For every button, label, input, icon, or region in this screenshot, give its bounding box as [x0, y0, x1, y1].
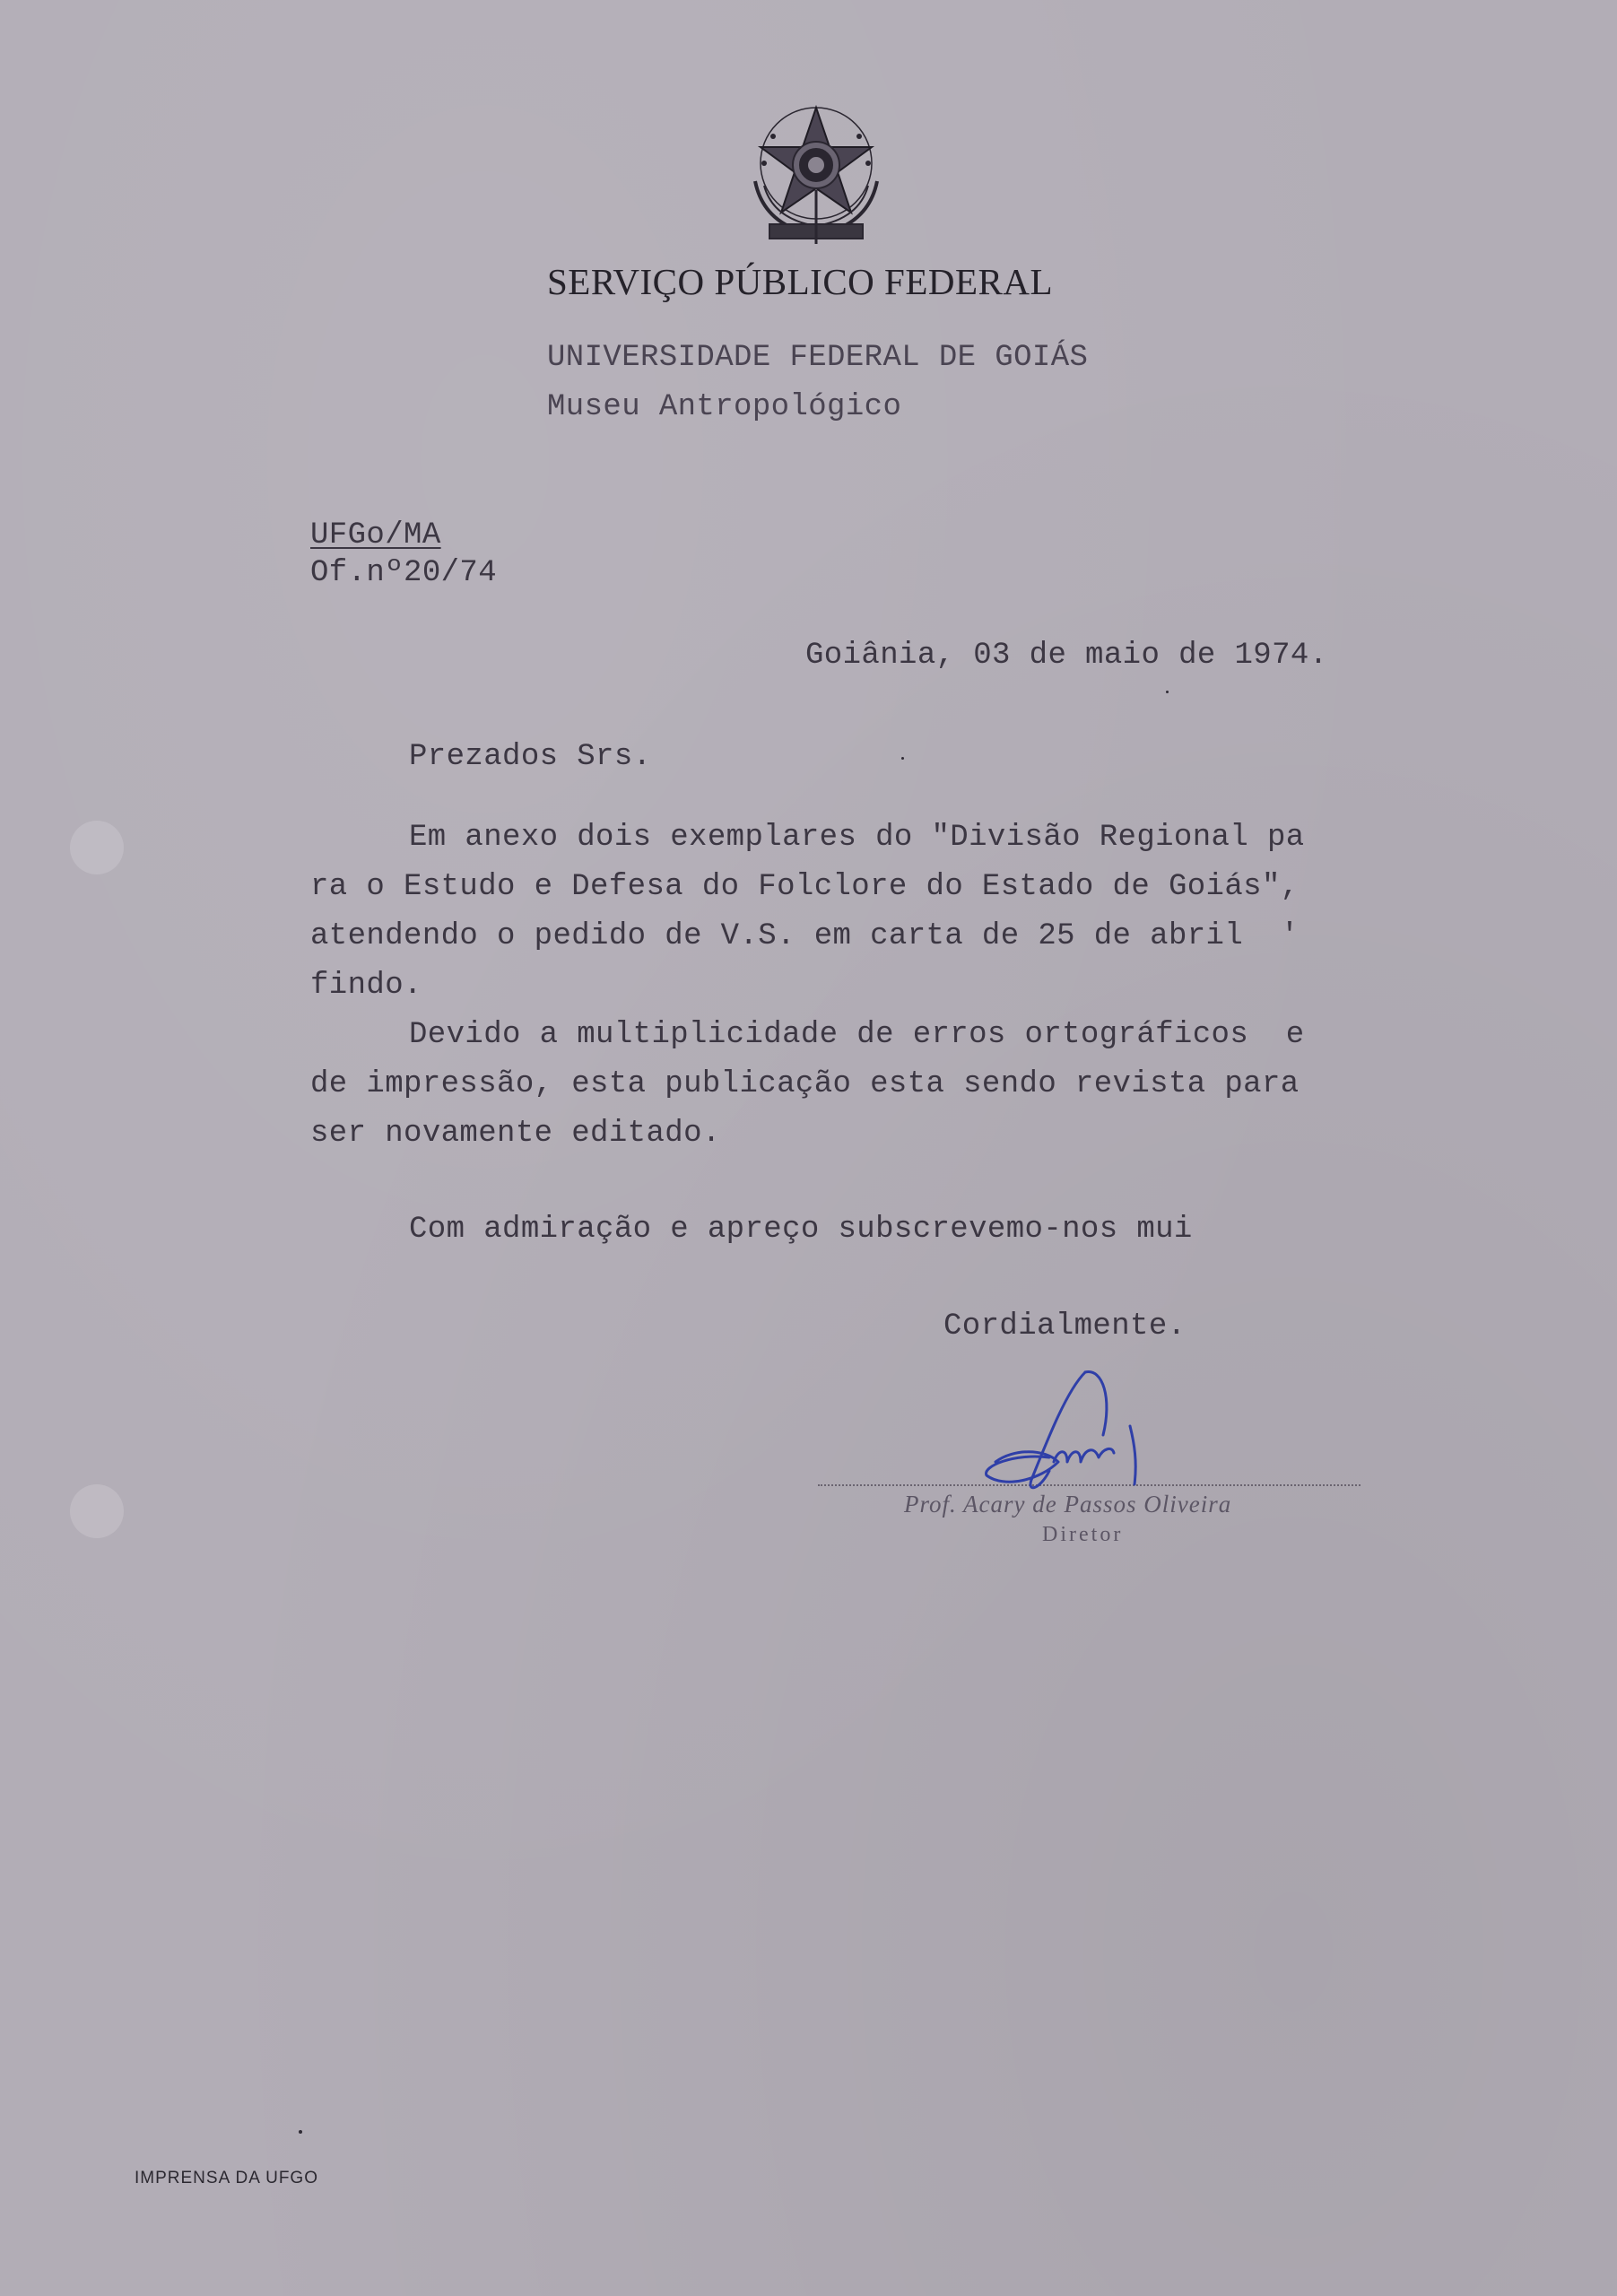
punch-hole-mark [70, 821, 124, 874]
printer-imprint: IMPRENSA DA UFGO [135, 2169, 318, 2187]
signatory-name: Prof. Acary de Passos Oliveira [904, 1491, 1232, 1518]
punch-hole-mark [70, 1484, 124, 1538]
body-line: findo. [310, 969, 422, 1003]
reference-code: UFGo/MA [310, 518, 441, 552]
university-name: UNIVERSIDADE FEDERAL DE GOIÁS [547, 341, 1089, 375]
paper-speck [299, 2130, 302, 2134]
paper-speck [901, 757, 904, 760]
body-line: Devido a multiplicidade de erros ortográficos e [409, 1018, 1305, 1052]
brazil-coat-of-arms-emblem [737, 100, 895, 253]
date-line: Goiânia, 03 de maio de 1974. [805, 639, 1328, 673]
body-line: ser novamente editado. [310, 1117, 721, 1151]
body-line: atendendo o pedido de V.S. em carta de 25 de abril ' [310, 919, 1300, 953]
office-number: Of.nº20/74 [310, 556, 498, 590]
body-line: ra o Estudo e Defesa do Folclore do Estado de Goiás", [310, 870, 1300, 904]
department-name: Museu Antropológico [547, 390, 902, 424]
salutation: Prezados Srs. [409, 740, 652, 774]
service-heading: SERVIÇO PÚBLICO FEDERAL [547, 261, 1054, 302]
signatory-title: Diretor [1042, 1523, 1124, 1546]
paper-speck [1166, 691, 1169, 693]
body-line: Em anexo dois exemplares do "Divisão Regional pa [409, 821, 1305, 855]
closing: Cordialmente. [943, 1309, 1187, 1344]
body-line: Com admiração e apreço subscrevemo-nos mui [409, 1213, 1193, 1247]
body-line: de impressão, esta publicação esta sendo revista para [310, 1067, 1300, 1101]
